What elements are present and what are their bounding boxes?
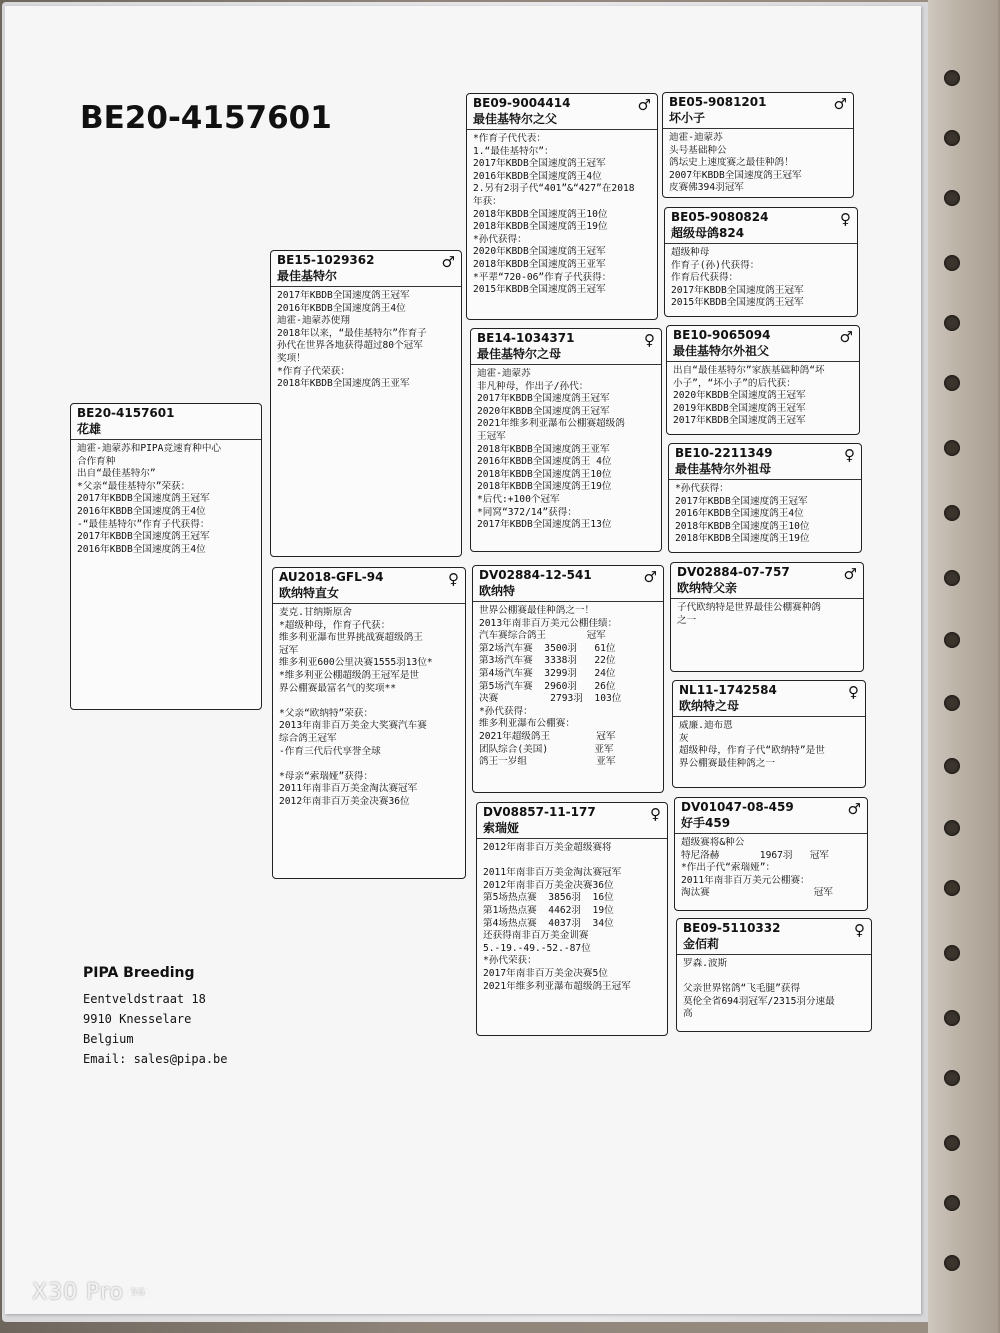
note-line: *维多利亚公棚超级鸽王冠军是世 <box>279 669 420 681</box>
note-line: *超级种母，作育子代获： <box>279 619 391 631</box>
female-icon: ♀ <box>854 921 865 939</box>
note-line: 2017年KBDB全国速度鸽王冠军 <box>77 531 210 543</box>
male-icon: ♂ <box>847 800 861 818</box>
camera-watermark <box>32 1280 150 1305</box>
female-icon: ♀ <box>448 570 459 588</box>
note-line: 2018年KBDB全国速度鸽王19位 <box>473 221 608 233</box>
male-icon: ♂ <box>441 253 455 271</box>
note-line: 迪霍-迪蒙苏使翔 <box>277 315 350 327</box>
ring-number: BE09-9004414 <box>473 96 571 110</box>
note-line: 2015年KBDB全国速度鸽王冠军 <box>473 284 606 296</box>
pigeon-name: 最佳基特尔外祖母 <box>669 460 861 480</box>
note-line: 2016年KBDB全国速度鸽王 4位 <box>477 456 612 468</box>
contact-block <box>83 965 228 1069</box>
card-notes <box>677 955 871 1024</box>
note-line: 2017年KBDB全国速度鸽王冠军 <box>473 158 606 170</box>
note-line: 超级赛将&种公 <box>681 837 745 848</box>
card-notes <box>669 480 861 549</box>
ring-number: BE05-9081201 <box>669 95 767 109</box>
note-line: 2016年KBDB全国速度鸽王4位 <box>675 508 804 520</box>
binder-hole <box>944 945 960 961</box>
note-line: 作育后代获得： <box>671 272 739 284</box>
pedigree-card-subject <box>70 403 262 710</box>
note-line: 鸽王一岁组 亚军 <box>479 756 616 768</box>
note-line <box>683 971 865 984</box>
note-line: 灰 <box>679 732 689 744</box>
ring-number: BE05-9080824 <box>671 210 769 224</box>
pedigree-card-dd-sire <box>674 797 868 911</box>
pedigree-card-sire-sire <box>466 93 658 320</box>
pedigree-card-dam <box>272 567 466 879</box>
note-line: 综合鸽王冠军 <box>279 732 337 744</box>
female-icon: ♀ <box>644 331 655 349</box>
pigeon-name: 金佰莉 <box>677 935 871 955</box>
note-line: 界公棚赛最富名气的奖项** <box>279 682 397 694</box>
ring-number: BE10-9065094 <box>673 328 771 342</box>
note-line: 2016年KBDB全国速度鸽王4位 <box>473 170 602 182</box>
note-line: 2.另有2羽子代“401”&“427”在2018 <box>473 183 635 195</box>
pigeon-name: 欧纳特之母 <box>673 697 865 717</box>
note-line: 第2场汽车赛 3500羽 61位 <box>479 642 616 654</box>
note-line: 2015年KBDB全国速度鸽王冠军 <box>671 297 804 309</box>
note-line: 还获得南非百万美金训赛 <box>483 930 589 942</box>
card-notes <box>473 602 663 772</box>
pigeon-name: 花雄 <box>71 420 261 440</box>
binder-hole <box>944 255 960 271</box>
note-line: 2017年KBDB全国速度鸽王冠军 <box>673 415 806 427</box>
card-notes <box>271 287 461 394</box>
note-line: 2012年南非百万美金超级赛将 <box>483 842 612 853</box>
note-line: 第5场热点赛 3856羽 16位 <box>483 892 614 904</box>
note-line: -作育三代后代享誉全球 <box>279 745 381 757</box>
pedigree-card-ds-sire <box>670 562 864 672</box>
watermark-brand: X30 Pro <box>32 1280 124 1305</box>
note-line: 2012年南非百万美金决赛36位 <box>279 795 410 807</box>
note-line: 年获： <box>473 195 502 207</box>
binder-hole <box>944 1135 960 1151</box>
note-line <box>483 855 661 868</box>
note-line: 第1场热点赛 4462羽 19位 <box>483 904 614 916</box>
note-line: 2018年KBDB全国速度鸽王亚军 <box>277 378 410 390</box>
female-icon: ♀ <box>840 210 851 228</box>
male-icon: ♂ <box>637 96 651 114</box>
pedigree-card-dd-dam <box>676 918 872 1032</box>
binder-hole <box>944 130 960 146</box>
note-line: 2017年KBDB全国速度鸽王13位 <box>477 519 612 531</box>
pedigree-card-sd-dam <box>668 443 862 553</box>
pedigree-card-ds-dam <box>672 680 866 788</box>
note-line: *平辈“720-06”作育子代获得： <box>473 271 612 283</box>
note-line: 2018年KBDB全国速度鸽王亚军 <box>473 258 606 270</box>
contact-email: Email: sales@pipa.be <box>83 1052 228 1066</box>
note-line: *同窝“372/14”获得： <box>477 506 577 518</box>
pigeon-name: 超级母鸽824 <box>665 224 857 244</box>
card-notes <box>477 839 667 996</box>
note-line: 出自“最佳基特尔” <box>77 468 156 480</box>
note-line: 2020年KBDB全国速度鸽王冠军 <box>473 246 606 258</box>
binder-hole <box>944 632 960 648</box>
note-line: *父亲“最佳基特尔”荣获： <box>77 480 191 492</box>
card-notes <box>471 365 661 535</box>
note-line: 迪霍-迪蒙苏 <box>669 132 723 143</box>
note-line: 特尼洛赫 1967羽 冠军 <box>681 849 830 861</box>
pedigree-card-ss-dam <box>664 207 858 317</box>
note-line: 团队综合(美国) 亚军 <box>479 743 614 755</box>
pigeon-name: 好手459 <box>675 814 867 834</box>
card-notes <box>673 717 865 773</box>
card-notes <box>273 604 465 812</box>
note-line: *孙代荣获： <box>483 955 537 967</box>
ring-number: BE14-1034371 <box>477 331 575 345</box>
ring-number: DV01047-08-459 <box>681 800 794 814</box>
note-line: *母亲“索瑞娅”获得： <box>279 770 374 782</box>
card-notes <box>675 834 867 903</box>
note-line <box>279 695 459 708</box>
note-line: 维多利亚600公里决赛1555羽13位* <box>279 657 433 669</box>
note-line: *孙代获得： <box>473 233 527 245</box>
note-line: 孙代在世界各地获得超过80个冠军 <box>277 340 423 352</box>
note-line: -“最佳基特尔”作育子代获得： <box>77 518 210 530</box>
note-line: *孙代获得： <box>479 705 533 717</box>
female-icon: ♀ <box>844 446 855 464</box>
note-line: 2017年KBDB全国速度鸽王冠军 <box>675 495 808 507</box>
note-line: 2018年以来，“最佳基特尔”作育子 <box>277 327 427 339</box>
note-line: 小子”，“坏小子”的后代获： <box>673 377 796 389</box>
note-line: 2018年KBDB全国速度鸽王10位 <box>473 208 608 220</box>
pigeon-name: 最佳基特尔 <box>271 267 461 287</box>
note-line: 2016年KBDB全国速度鸽王4位 <box>77 505 206 517</box>
female-icon: ♀ <box>650 805 661 823</box>
pedigree-card-sire <box>270 250 462 557</box>
note-line: 超级种母 <box>671 247 710 258</box>
male-icon: ♂ <box>833 95 847 113</box>
binder-hole <box>944 820 960 836</box>
note-line: 第4场汽车赛 3299羽 24位 <box>479 667 616 679</box>
pedigree-card-dam-sire <box>472 565 664 793</box>
note-line: 出自“最佳基特尔”家族基础种鸽“坏 <box>673 365 825 376</box>
address-country: Belgium <box>83 1032 134 1046</box>
address-city: 9910 Knesselare <box>83 1012 192 1026</box>
note-line: *孙代获得： <box>675 483 729 494</box>
male-icon: ♂ <box>843 565 857 583</box>
note-line: 威廉.迪布恩 <box>679 720 733 731</box>
note-line: 2021年维多利亚瀑布超级鸽王冠军 <box>483 980 631 992</box>
note-line: 2017年KBDB全国速度鸽王冠军 <box>77 493 210 505</box>
ring-number: AU2018-GFL-94 <box>279 570 384 584</box>
pedigree-card-sire-dam <box>470 328 662 552</box>
ring-number: DV02884-07-757 <box>677 565 790 579</box>
note-line: 2020年KBDB全国速度鸽王冠军 <box>477 405 610 417</box>
note-line: 2011年南非百万美金淘汰赛冠军 <box>279 783 418 795</box>
note-line: 2011年南非百万美元公棚赛： <box>681 874 810 886</box>
binder-hole <box>944 1255 960 1271</box>
female-icon: ♀ <box>848 683 859 701</box>
pigeon-name: 欧纳特直女 <box>273 584 465 604</box>
note-line: 2017年南非百万美金决赛5位 <box>483 967 608 979</box>
note-line: 子代欧纳特是世界最佳公棚赛种鸽 <box>677 602 821 613</box>
binder-hole <box>944 880 960 896</box>
male-icon: ♂ <box>839 328 853 346</box>
note-line: 2011年南非百万美金淘汰赛冠军 <box>483 867 622 879</box>
note-line: 1.“最佳基特尔”： <box>473 145 554 157</box>
page-title: BE20-4157601 <box>80 100 332 136</box>
note-line: 头号基础种公 <box>669 144 727 156</box>
binder-hole <box>944 695 960 711</box>
note-line: 2019年KBDB全国速度鸽王冠军 <box>673 402 806 414</box>
pigeon-name: 索瑞娅 <box>477 819 667 839</box>
note-line: 超级种母，作育子代“欧纳特”是世 <box>679 745 825 757</box>
note-line: 汽车赛综合鸽王 冠军 <box>479 630 606 642</box>
note-line: 皮赛佛394羽冠军 <box>669 182 744 194</box>
note-line: 2018年KBDB全国速度鸽王10位 <box>477 468 612 480</box>
note-line: 2020年KBDB全国速度鸽王冠军 <box>673 390 806 402</box>
ring-number: DV02884-12-541 <box>479 568 592 582</box>
company-name: PIPA Breeding <box>83 965 195 981</box>
card-notes <box>671 599 863 630</box>
ring-number: BE10-2211349 <box>675 446 773 460</box>
note-line: 2017年KBDB全国速度鸽王冠军 <box>477 393 610 405</box>
note-line: 合作育种 <box>77 455 116 467</box>
pedigree-card-dam-dam <box>476 802 668 1036</box>
ring-number: BE09-5110332 <box>683 921 781 935</box>
note-line: 2016年KBDB全国速度鸽王4位 <box>77 543 206 555</box>
binder-hole <box>944 440 960 456</box>
note-line: 2013年南非百万美金大奖赛汽车赛 <box>279 720 427 732</box>
note-line: 2016年KBDB全国速度鸽王4位 <box>277 302 406 314</box>
pigeon-name: 最佳基特尔之母 <box>471 345 661 365</box>
note-line: 鸽坛史上速度赛之最佳种鸽！ <box>669 157 794 169</box>
note-line: 迪霍-迪蒙苏 <box>477 368 531 379</box>
binder-hole <box>944 315 960 331</box>
note-line: 淘汰赛 冠军 <box>681 887 833 899</box>
note-line: 迪霍-迪蒙苏和PIPA竞速育种中心 <box>77 443 222 454</box>
ring-number: NL11-1742584 <box>679 683 777 697</box>
note-line: 冠军 <box>279 644 299 656</box>
note-line: 王冠军 <box>477 430 506 442</box>
note-line: 2021年维多利亚瀑布公棚赛超级鸽 <box>477 418 625 430</box>
note-line: 界公棚赛最佳种鸽之一 <box>679 757 775 769</box>
pedigree-card-ss-sire <box>662 92 854 198</box>
note-line: 莫伦全省694羽冠军/2315羽分速最 <box>683 995 835 1007</box>
ring-number: DV08857-11-177 <box>483 805 596 819</box>
note-line: 维多利亚瀑布世界挑战赛超级鸽王 <box>279 632 423 644</box>
note-line: 罗森.波斯 <box>683 958 728 969</box>
binder-hole <box>944 758 960 774</box>
pedigree-card-sd-sire <box>666 325 860 435</box>
binder-hole <box>944 570 960 586</box>
note-line: 决赛 2793羽 103位 <box>479 693 622 705</box>
note-line: *父亲“欧纳特”荣获： <box>279 707 374 719</box>
note-line: 非凡种母，作出子/孙代： <box>477 380 589 392</box>
watermark-badge: 5G <box>127 1287 150 1299</box>
note-line: *后代:+100个冠军 <box>477 493 560 505</box>
note-line: 世界公棚赛最佳种鸽之一！ <box>479 605 595 616</box>
card-notes <box>667 362 859 431</box>
note-line: *作育子代荣获： <box>277 365 350 377</box>
note-line: 2018年KBDB全国速度鸽王10位 <box>675 520 810 532</box>
note-line: 第5场汽车赛 2960羽 26位 <box>479 680 616 692</box>
male-icon: ♂ <box>643 568 657 586</box>
binder-hole <box>944 1195 960 1211</box>
note-line: 2013年南非百万美元公棚佳绩： <box>479 617 618 629</box>
note-line <box>279 758 459 771</box>
note-line: 2007年KBDB全国速度鸽王冠军 <box>669 169 802 181</box>
note-line: 2017年KBDB全国速度鸽王冠军 <box>277 290 410 301</box>
ring-number: BE15-1029362 <box>277 253 375 267</box>
note-line: 5.-19.-49.-52.-87位 <box>483 942 591 954</box>
binder-hole-strip <box>928 0 998 1333</box>
card-notes <box>665 244 857 313</box>
binder-hole <box>944 1070 960 1086</box>
note-line: 第3场汽车赛 3338羽 22位 <box>479 655 616 667</box>
binder-hole <box>944 505 960 521</box>
binder-hole <box>944 375 960 391</box>
binder-hole <box>944 70 960 86</box>
card-notes <box>663 129 853 198</box>
note-line: 父亲世界铭鸽“飞毛腿”获得 <box>683 983 801 995</box>
note-line: *作出子代“索瑞娅”： <box>681 862 776 874</box>
address-street: Eentveldstraat 18 <box>83 992 206 1006</box>
note-line: 高 <box>683 1008 693 1020</box>
card-notes <box>467 130 657 300</box>
note-line: *作育子代代表： <box>473 133 546 144</box>
note-line: 维多利亚瀑布公棚赛： <box>479 718 575 730</box>
ring-number: BE20-4157601 <box>77 406 175 420</box>
note-line: 2018年KBDB全国速度鸽王19位 <box>477 481 612 493</box>
pigeon-name: 欧纳特父亲 <box>671 579 863 599</box>
note-line: 之一 <box>677 614 697 626</box>
note-line: 2018年KBDB全国速度鸽王亚军 <box>477 443 610 455</box>
note-line: 2017年KBDB全国速度鸽王冠军 <box>671 284 804 296</box>
binder-hole <box>944 1010 960 1026</box>
note-line: 第4场热点赛 4037羽 34位 <box>483 917 614 929</box>
pigeon-name: 坏小子 <box>663 109 853 129</box>
note-line: 麦克.甘纳斯原舍 <box>279 607 352 618</box>
note-line: 2018年KBDB全国速度鸽王19位 <box>675 533 810 545</box>
note-line: 2012年南非百万美金决赛36位 <box>483 879 614 891</box>
pigeon-name: 最佳基特尔之父 <box>467 110 657 130</box>
note-line: 奖项！ <box>277 352 306 364</box>
pigeon-name: 欧纳特 <box>473 582 663 602</box>
note-line: 作育子(孙)代获得： <box>671 259 760 271</box>
binder-hole <box>944 190 960 206</box>
note-line: 2021年超级鸽王 冠军 <box>479 730 616 742</box>
card-notes <box>71 440 261 559</box>
pigeon-name: 最佳基特尔外祖父 <box>667 342 859 362</box>
